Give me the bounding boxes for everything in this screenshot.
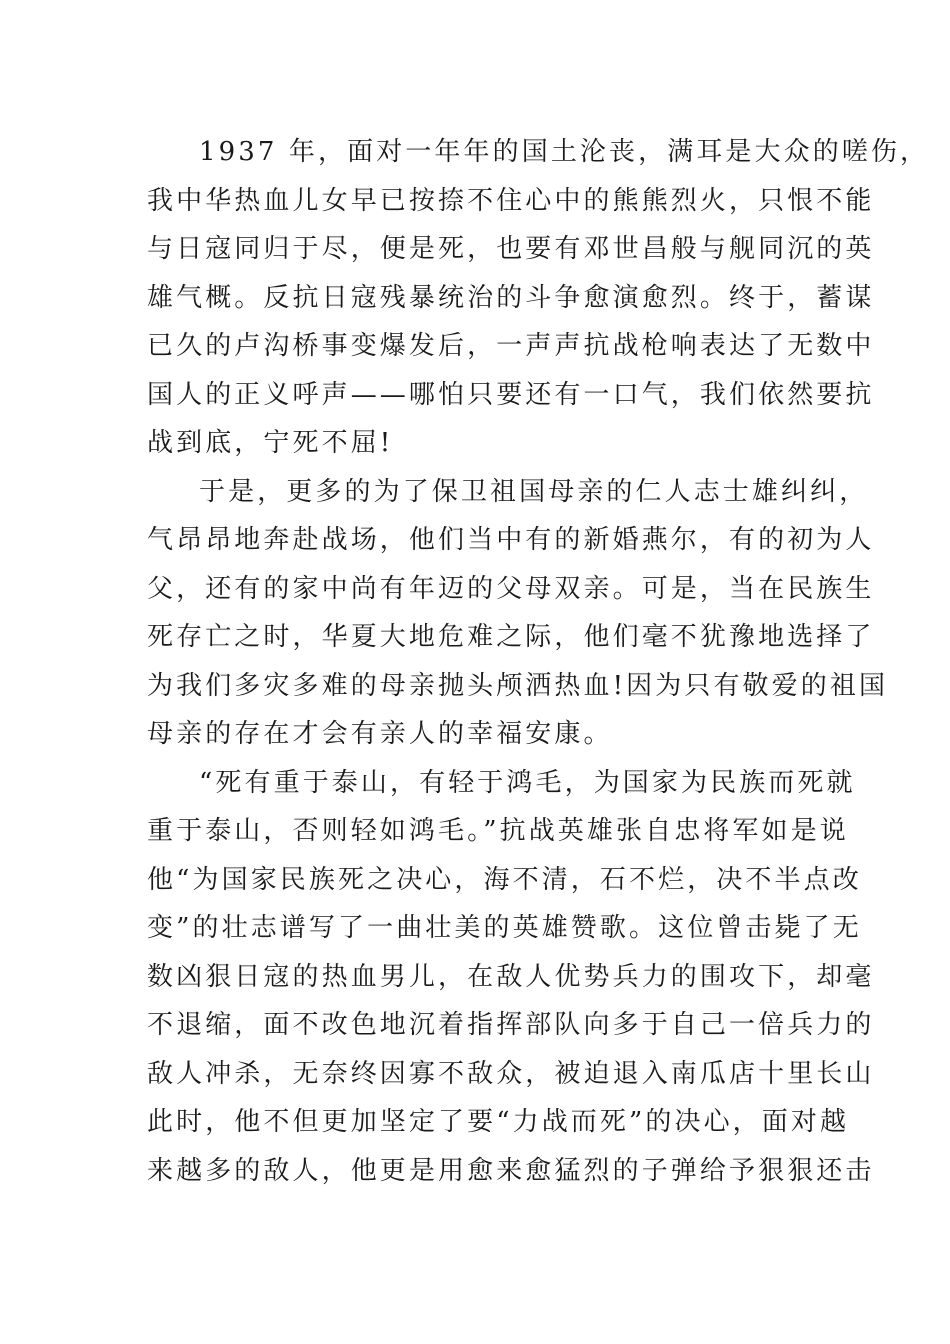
paragraph-line: 已久的卢沟桥事变爆发后，一声声抗战枪响表达了无数中 <box>147 331 875 361</box>
paragraph-line: 1937 年，面对一年年的国土沦丧，满耳是大众的嗟伤， <box>199 137 930 167</box>
paragraph-line: 为我们多灾多难的母亲抛头颅洒热血!因为只有敬爱的祖国 <box>147 670 889 701</box>
paragraph-line: “死有重于泰山，有轻于鸿毛，为国家为民族而死就 <box>199 767 856 798</box>
paragraph-line: 气昂昂地奔赴战场，他们当中有的新婚燕尔，有的初为人 <box>147 525 875 555</box>
paragraph-2 <box>147 468 889 759</box>
paragraph-line: 重于泰山，否则轻如鸿毛。”抗战英雄张自忠将军如是说 <box>147 816 849 846</box>
body-text <box>147 128 930 1195</box>
paragraph-line: 国人的正义呼声——哪怕只要还有一口气，我们依然要抗 <box>147 379 875 410</box>
paragraph-line: 数凶狠日寇的热血男儿，在敌人优势兵力的围攻下，却毫 <box>147 961 875 992</box>
paragraph-1 <box>147 128 930 468</box>
paragraph-line: 母亲的存在才会有亲人的幸福安康。 <box>147 719 613 749</box>
paragraph-line: 他“为国家民族死之决心，海不清，石不烂，决不半点改 <box>147 864 862 895</box>
paragraph-line: 此时，他不但更加坚定了要“力战而死”的决心，面对越 <box>147 1107 850 1137</box>
paragraph-line: 敌人冲杀，无奈终因寡不敌众，被迫退入南瓜店十里长山 <box>147 1058 875 1089</box>
paragraph-line: 于是，更多的为了保卫祖国母亲的仁人志士雄纠纠， <box>199 476 869 507</box>
paragraph-line: 雄气概。反抗日寇残暴统治的斗争愈演愈烈。终于，蓄谋 <box>147 282 875 313</box>
paragraph-line: 我中华热血儿女早已按捺不住心中的熊熊烈火，只恨不能 <box>147 185 875 216</box>
paragraph-line: 父，还有的家中尚有年迈的父母双亲。可是，当在民族生 <box>147 573 875 604</box>
paragraph-line: 战到底，宁死不屈! <box>147 428 394 458</box>
paragraph-line: 变”的壮志谱写了一曲壮美的英雄赞歌。这位曾击毙了无 <box>147 913 862 943</box>
paragraph-line: 不退缩，面不改色地沉着指挥部队向多于自己一倍兵力的 <box>147 1010 875 1040</box>
paragraph-line: 与日寇同归于尽，便是死，也要有邓世昌般与舰同沉的英 <box>147 234 875 264</box>
paragraph-3 <box>147 759 875 1196</box>
paragraph-line: 死存亡之时，华夏大地危难之际，他们毫不犹豫地选择了 <box>147 622 875 652</box>
paragraph-line: 来越多的敌人，他更是用愈来愈猛烈的子弹给予狠狠还击 <box>147 1155 875 1186</box>
